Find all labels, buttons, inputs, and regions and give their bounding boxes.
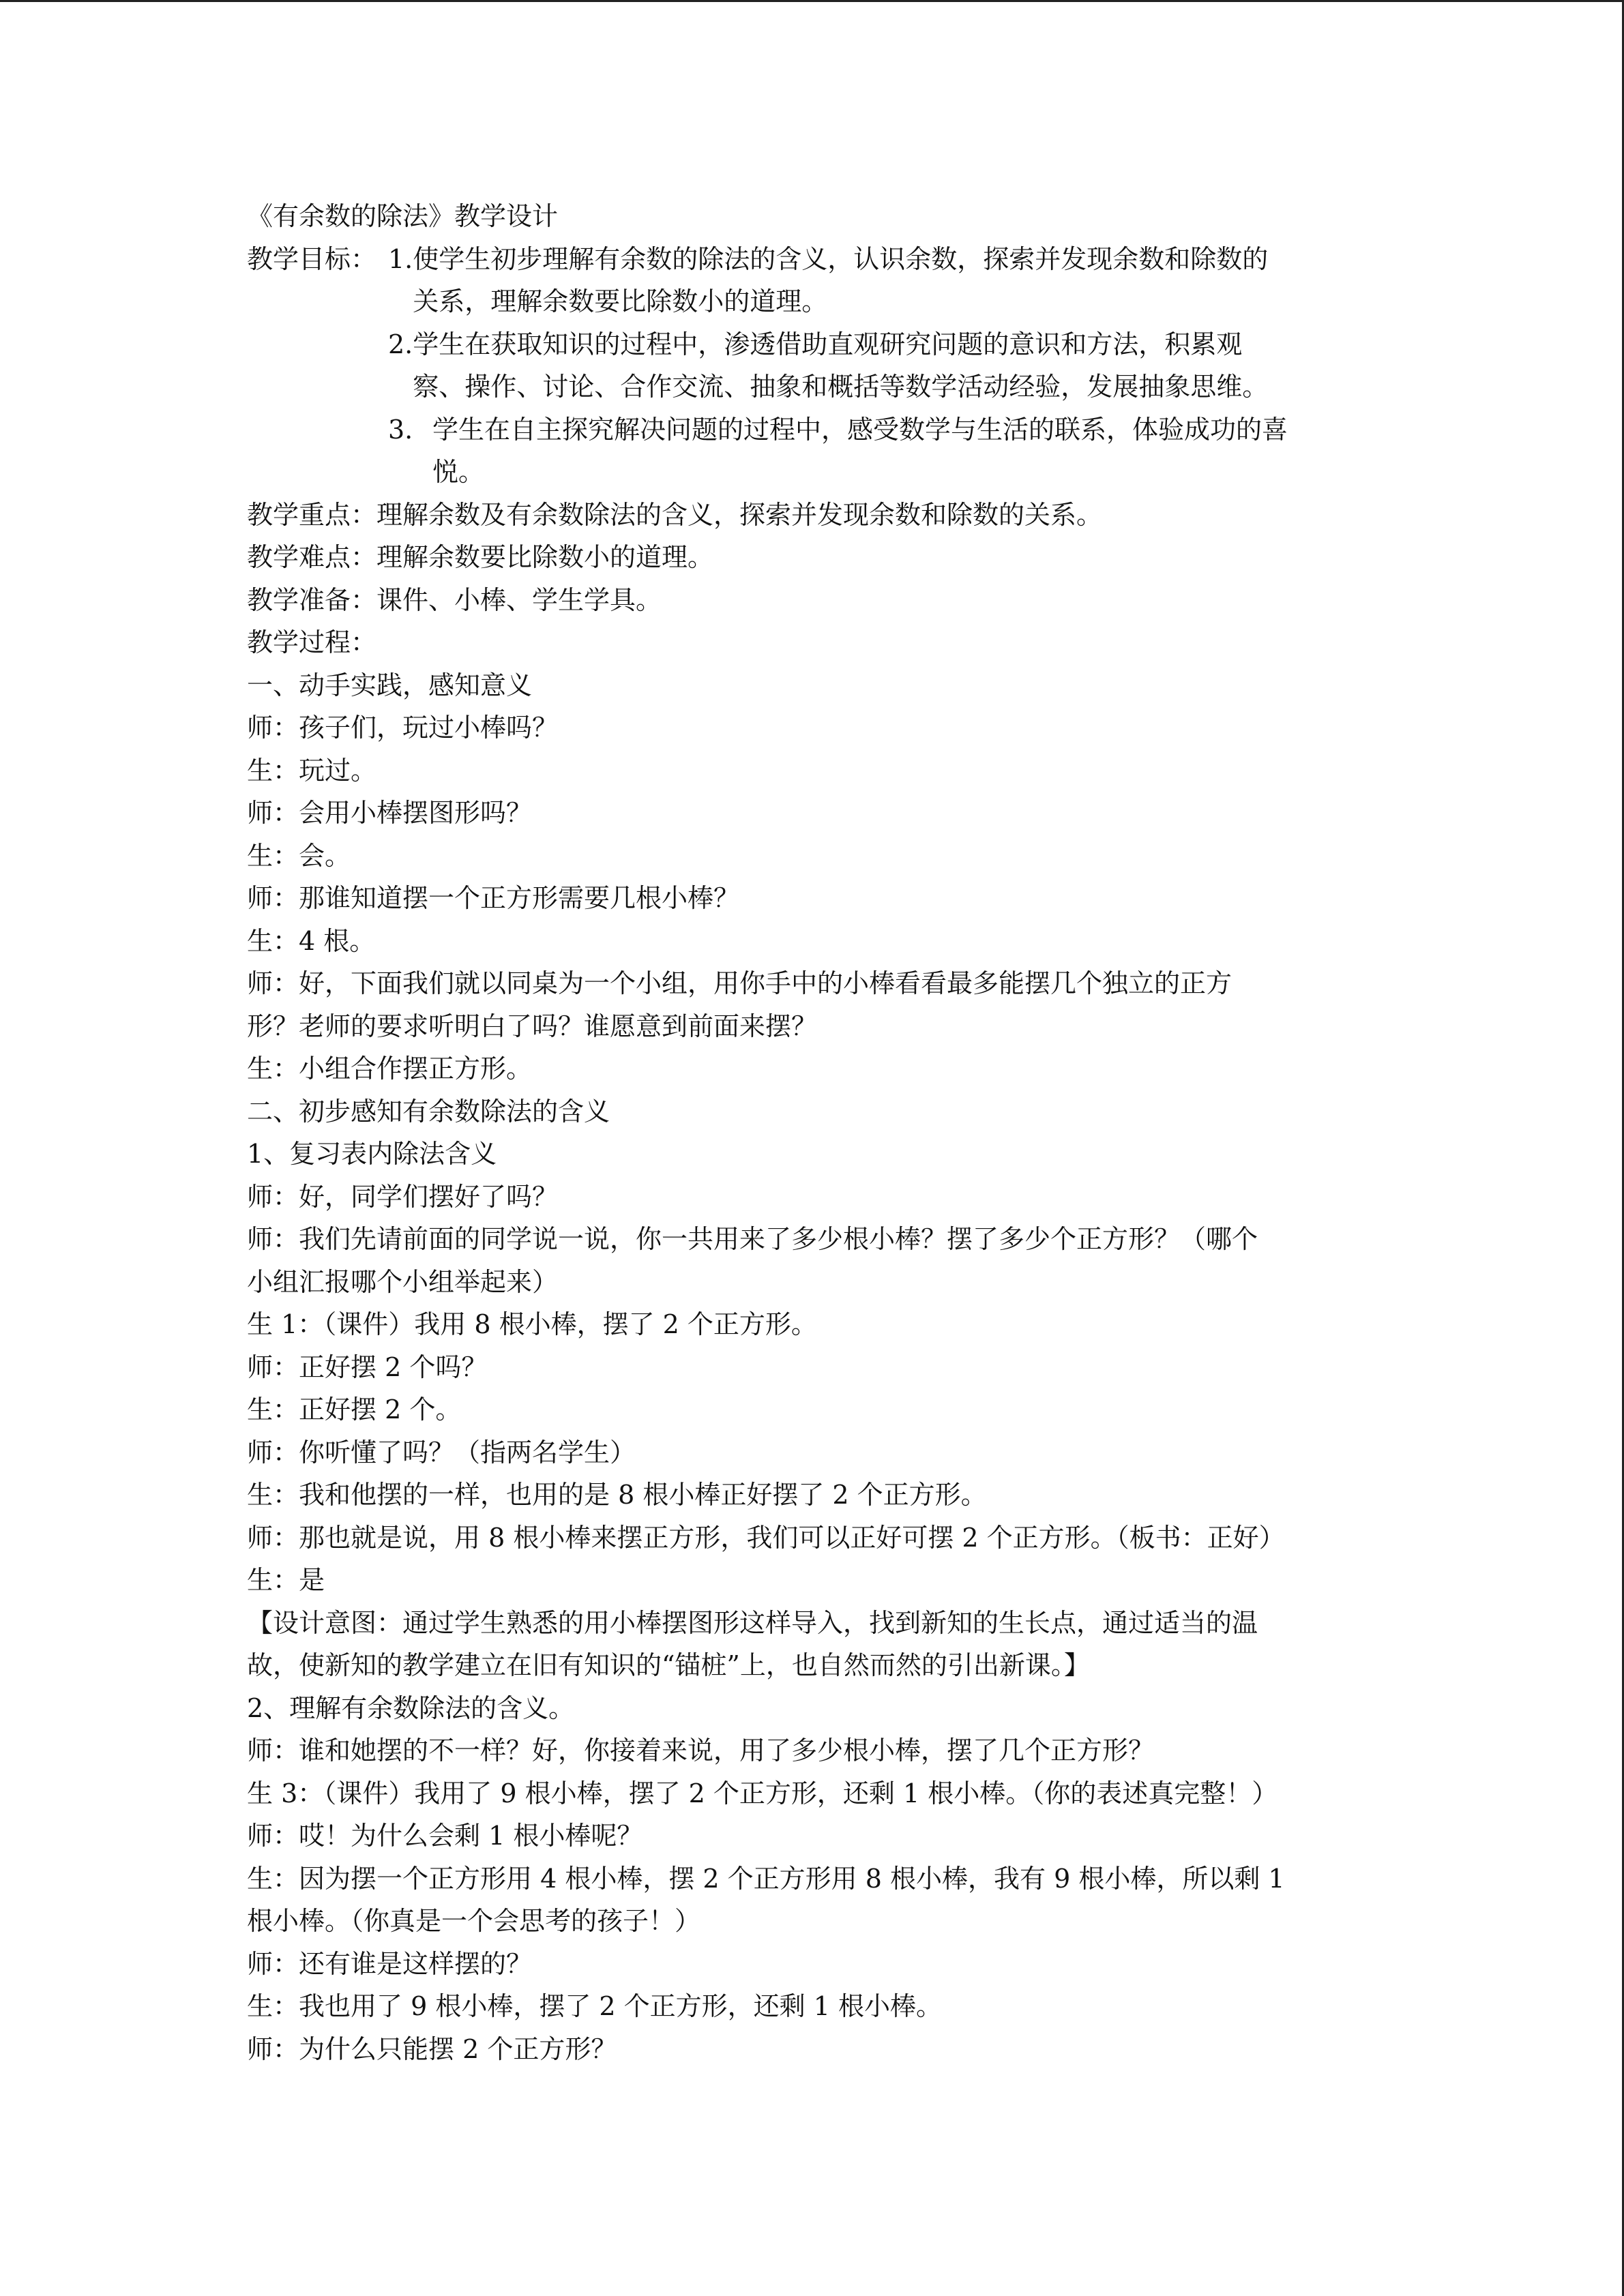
dialogue-line: 根小棒。（你真是一个会思考的孩子！） <box>247 1906 701 1936</box>
section-heading-1: 一、动手实践，感知意义 <box>247 670 533 700</box>
dialogue-line: 师：那也就是说，用 8 根小棒来摆正方形，我们可以正好可摆 2 个正方形。（板书：正好） <box>247 1522 1285 1553</box>
dialogue-line: 生 3：（课件）我用了 9 根小棒，摆了 2 个正方形，还剩 1 根小棒。（你的表述真完整！） <box>247 1778 1278 1808</box>
goal-text-line: 察、操作、讨论、合作交流、抽象和概括等数学活动经验，发展抽象思维。 <box>413 372 1269 402</box>
dialogue-line: 生：我也用了 9 根小棒，摆了 2 个正方形，还剩 1 根小棒。 <box>247 1991 943 2021</box>
dialogue-line: 生：玩过。 <box>247 755 377 786</box>
teaching-focus: 教学重点：理解余数及有余数除法的含义，探索并发现余数和除数的关系。 <box>247 499 1103 530</box>
document-title: 《有余数的除法》教学设计 <box>247 201 559 231</box>
goal-number: 2. <box>388 329 413 359</box>
dialogue-line: 生：小组合作摆正方形。 <box>247 1054 533 1084</box>
dialogue-line: 生：正好摆 2 个。 <box>247 1395 462 1425</box>
dialogue-line: 生：我和他摆的一样，也用的是 8 根小棒正好摆了 2 个正方形。 <box>247 1480 987 1510</box>
goal-item-2 <box>388 323 1379 408</box>
dialogue-line: 生：4 根。 <box>247 925 376 956</box>
goal-text-line: 学生在自主探究解决问题的过程中，感受数学与生活的联系，体验成功的喜 <box>432 414 1288 445</box>
goals-label: 教学目标： <box>247 243 377 274</box>
goal-number: 1. <box>388 243 413 274</box>
teaching-difficulty: 教学难点：理解余数要比除数小的道理。 <box>247 542 714 572</box>
dialogue-line: 师：你听懂了吗？（指两名学生） <box>247 1437 636 1467</box>
page-top-border <box>0 0 1624 2</box>
goal-item-3 <box>388 408 1379 494</box>
document-body <box>247 195 1379 2070</box>
dialogue-line: 师：会用小棒摆图形吗？ <box>247 798 533 828</box>
design-intent-note: 故，使新知的教学建立在旧有知识的“锚桩”上，也自然而然的引出新课。】 <box>247 1650 1090 1680</box>
dialogue-line: 生：因为摆一个正方形用 4 根小棒，摆 2 个正方形用 8 根小棒，我有 9 根小棒，所以剩 1 <box>247 1863 1285 1894</box>
dialogue-line: 形？老师的要求听明白了吗？谁愿意到前面来摆？ <box>247 1011 818 1041</box>
dialogue-line: 师：好，下面我们就以同桌为一个小组，用你手中的小棒看看最多能摆几个独立的正方 <box>247 968 1232 998</box>
dialogue-line: 师：哎！为什么会剩 1 根小棒呢？ <box>247 1821 643 1851</box>
dialogue-line: 生：是 <box>247 1565 325 1595</box>
goal-text-line: 使学生初步理解有余数的除法的含义，认识余数，探索并发现余数和除数的 <box>413 243 1269 274</box>
subsection-heading-1: 1、复习表内除法含义 <box>247 1139 497 1169</box>
dialogue-line: 师：谁和她摆的不一样？好，你接着来说，用了多少根小棒，摆了几个正方形？ <box>247 1735 1155 1765</box>
goal-text-line: 悦。 <box>432 457 485 487</box>
teaching-preparation: 教学准备：课件、小棒、学生学具。 <box>247 584 662 615</box>
goal-text-line: 学生在获取知识的过程中，渗透借助直观研究问题的意识和方法，积累观 <box>413 329 1243 359</box>
dialogue-line: 师：还有谁是这样摆的？ <box>247 1948 533 1979</box>
goal-item-1 <box>247 238 1379 323</box>
dialogue-line: 小组汇报哪个小组举起来） <box>247 1266 559 1297</box>
dialogue-line: 生 1：（课件）我用 8 根小棒，摆了 2 个正方形。 <box>247 1309 817 1339</box>
dialogue-line: 师：好，同学们摆好了吗？ <box>247 1181 559 1212</box>
dialogue-line: 师：那谁知道摆一个正方形需要几根小棒？ <box>247 883 740 913</box>
section-heading-2: 二、初步感知有余数除法的含义 <box>247 1096 610 1127</box>
subsection-heading-2: 2、理解有余数除法的含义。 <box>247 1693 575 1723</box>
dialogue-line: 师：我们先请前面的同学说一说，你一共用来了多少根小棒？摆了多少个正方形？（哪个 <box>247 1224 1258 1254</box>
dialogue-line: 师：孩子们，玩过小棒吗？ <box>247 713 559 743</box>
dialogue-line: 生：会。 <box>247 840 351 871</box>
dialogue-line: 师：正好摆 2 个吗？ <box>247 1352 488 1382</box>
goal-number: 3. <box>388 414 413 445</box>
design-intent-note: 【设计意图：通过学生熟悉的用小棒摆图形这样导入，找到新知的生长点，通过适当的温 <box>247 1607 1258 1638</box>
teaching-goals <box>247 238 1379 494</box>
goal-text-line: 关系，理解余数要比除数小的道理。 <box>413 286 828 316</box>
teaching-process-heading: 教学过程： <box>247 627 377 657</box>
dialogue-line: 师：为什么只能摆 2 个正方形？ <box>247 2033 617 2064</box>
